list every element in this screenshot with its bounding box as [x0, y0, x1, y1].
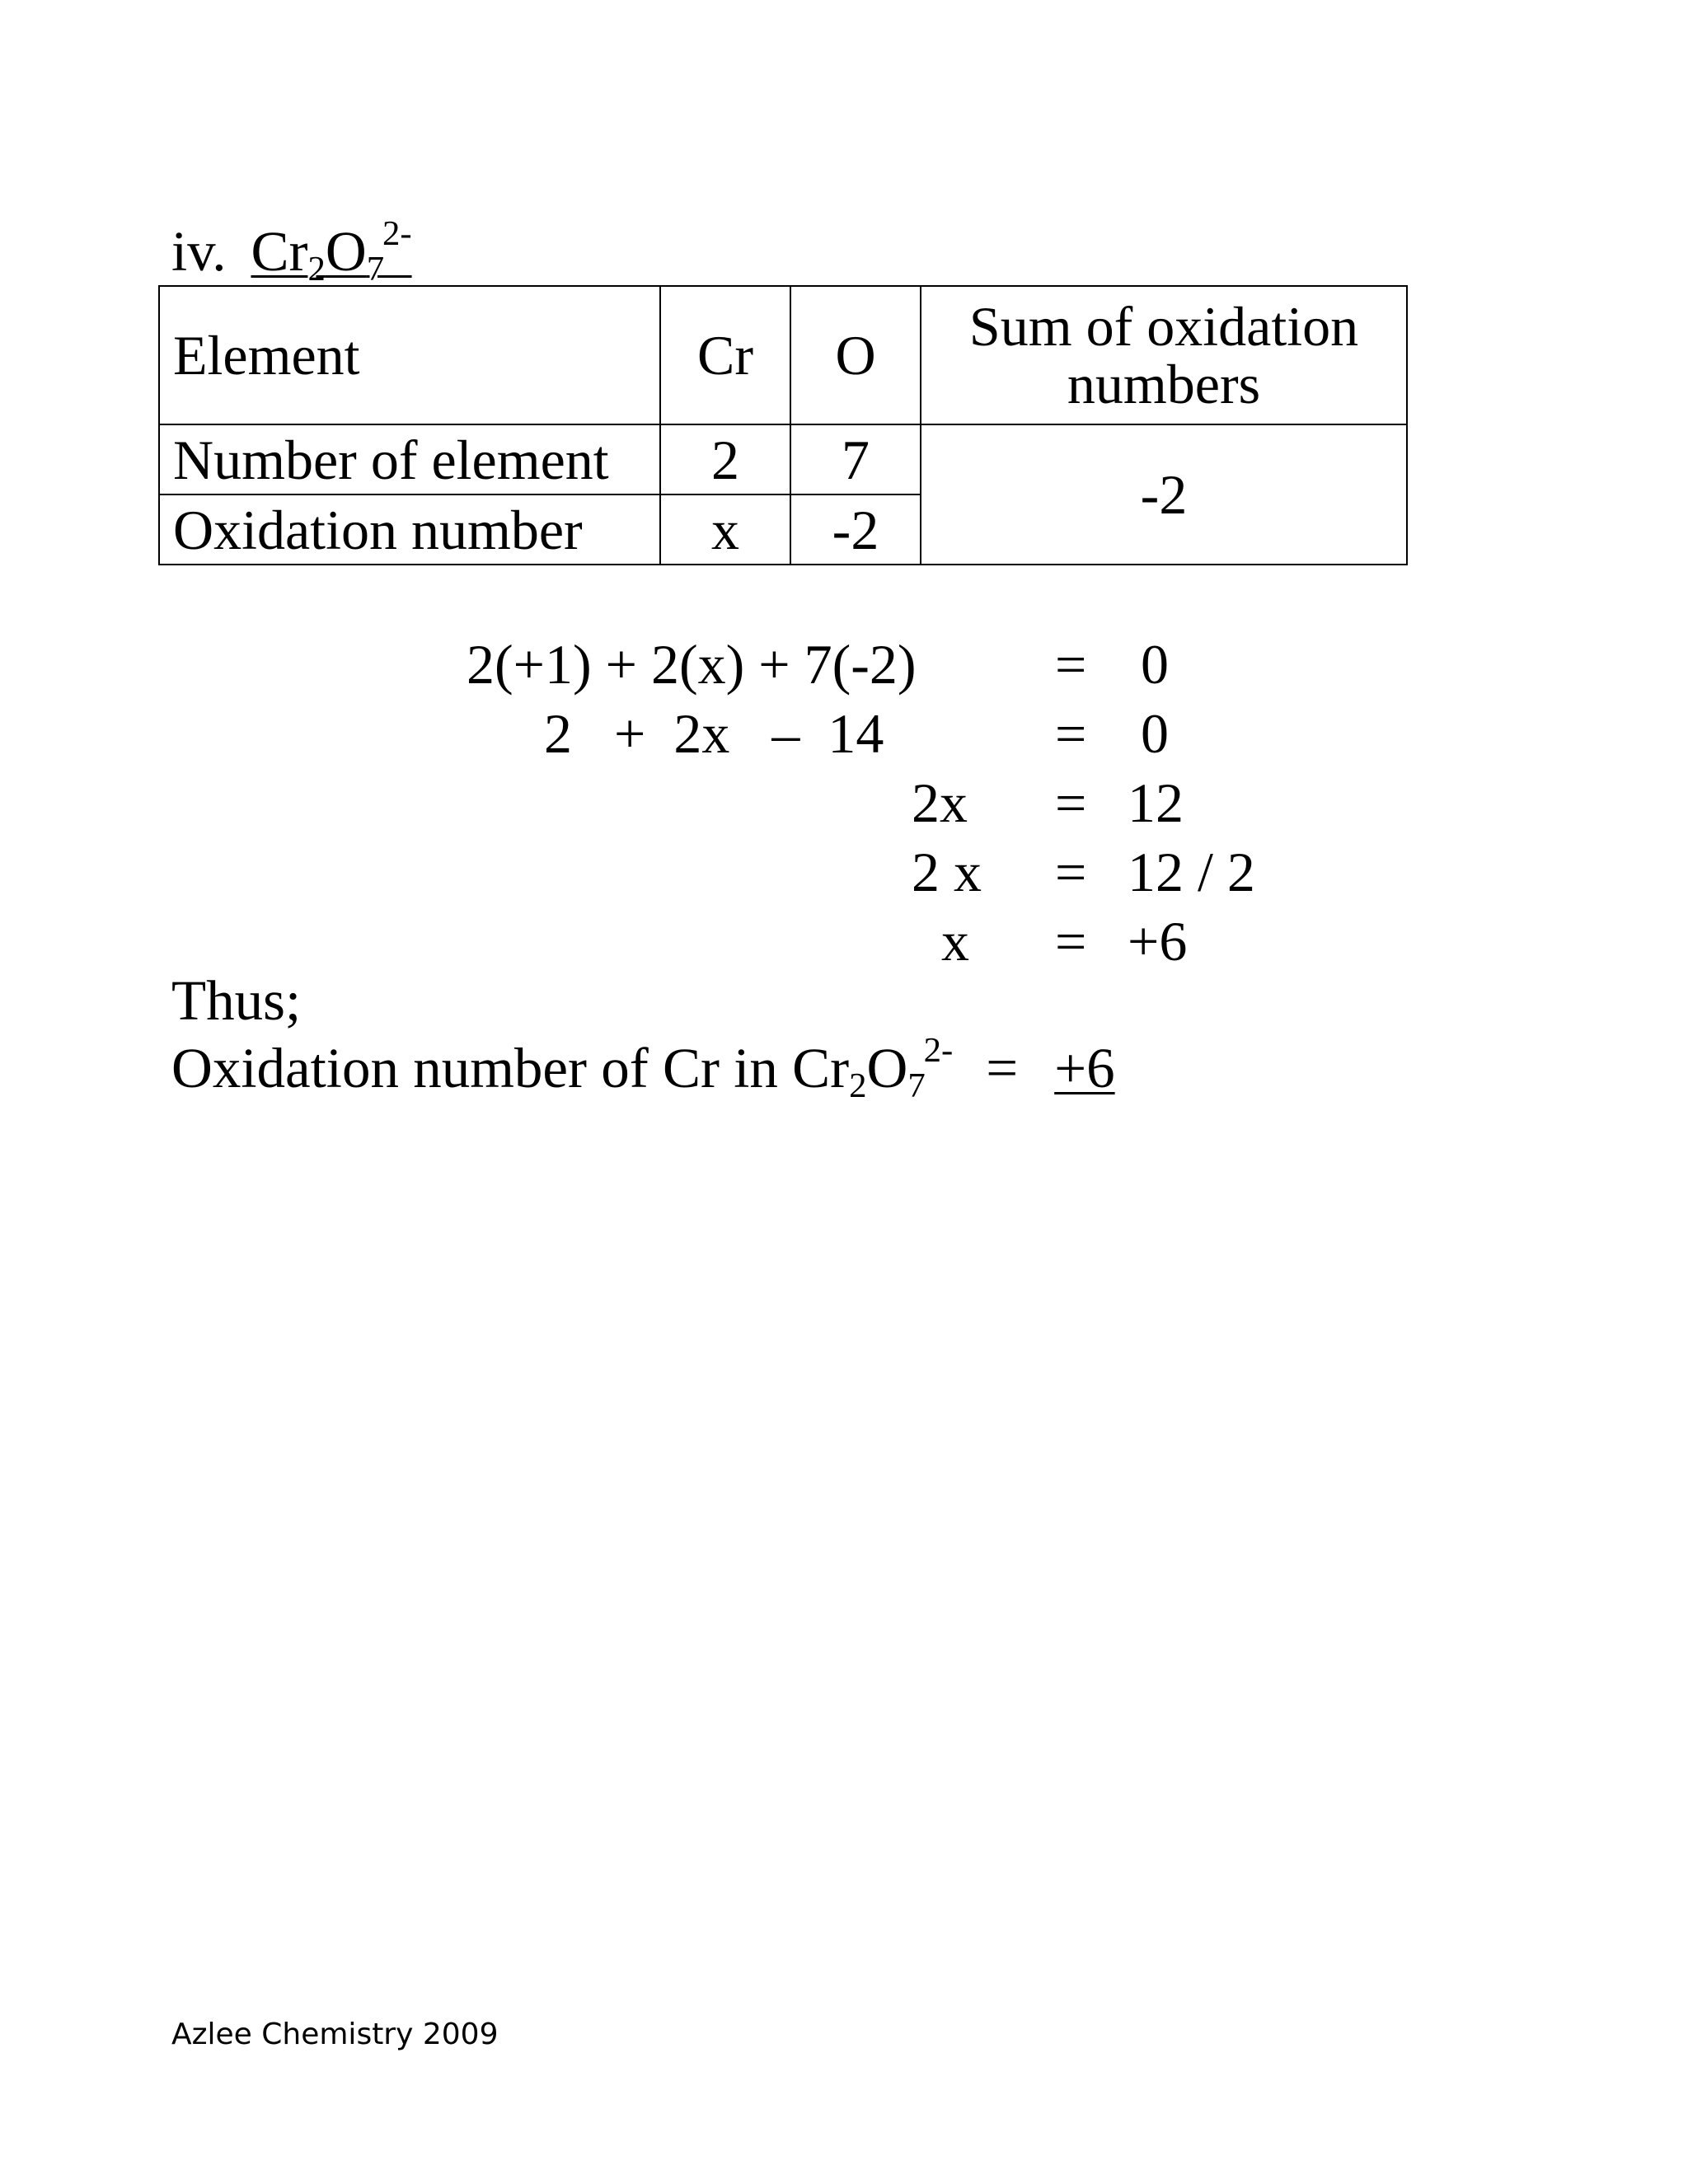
footer-text: Azlee Chemistry 2009 — [171, 2018, 499, 2051]
row-ox-cr: x — [660, 494, 790, 565]
equation-2-eq: = — [1055, 702, 1087, 765]
equation-3-rhs: 12 — [1128, 771, 1184, 834]
table-row — [159, 424, 1407, 494]
row-count-o: 7 — [790, 424, 921, 494]
row-count-cr: 2 — [660, 424, 790, 494]
header-cr: Cr — [660, 286, 790, 424]
conclusion-prefix: Oxidation number of Cr in — [171, 1037, 793, 1099]
equation-1-rhs: 0 — [1141, 633, 1169, 696]
header-sum: Sum of oxidation numbers — [921, 286, 1407, 424]
oxidation-table — [158, 285, 1408, 565]
equation-4-eq: = — [1055, 841, 1087, 903]
question-heading — [171, 214, 412, 288]
table-header-row — [159, 286, 1407, 424]
equation-4-lhs: 2 x — [912, 841, 982, 903]
equation-3-eq: = — [1055, 771, 1087, 834]
dichromate-formula: $Cr_2O_7^{2-}$ — [251, 214, 412, 288]
header-o: O — [790, 286, 921, 424]
header-element: Element — [159, 286, 660, 424]
question-number: iv. — [171, 220, 227, 283]
row-ox-o: -2 — [790, 494, 921, 565]
sum-value: -2 — [921, 424, 1407, 565]
equation-4-rhs: 12 / 2 — [1128, 841, 1255, 903]
thus-text: Thus; — [171, 969, 302, 1032]
equation-5-eq: = — [1055, 910, 1087, 972]
conclusion-formula: $Cr_2O_7^{2-}$ — [792, 1031, 954, 1105]
row-count-label: Number of element — [159, 424, 660, 494]
equation-1-lhs: 2(+1) + 2(x) + 7(-2) — [467, 633, 917, 696]
conclusion-line — [171, 1031, 1115, 1105]
conclusion-answer: +6 — [1054, 1037, 1115, 1099]
equation-2-lhs: 2 + 2x – 14 — [544, 702, 884, 765]
equation-5-lhs: x — [941, 910, 969, 972]
equation-2-rhs: 0 — [1141, 702, 1169, 765]
equation-5-rhs: +6 — [1128, 910, 1188, 972]
conclusion-eq: = — [986, 1037, 1019, 1099]
row-ox-label: Oxidation number — [159, 494, 660, 565]
equation-3-lhs: 2x — [912, 771, 968, 834]
equation-1-eq: = — [1055, 633, 1087, 696]
